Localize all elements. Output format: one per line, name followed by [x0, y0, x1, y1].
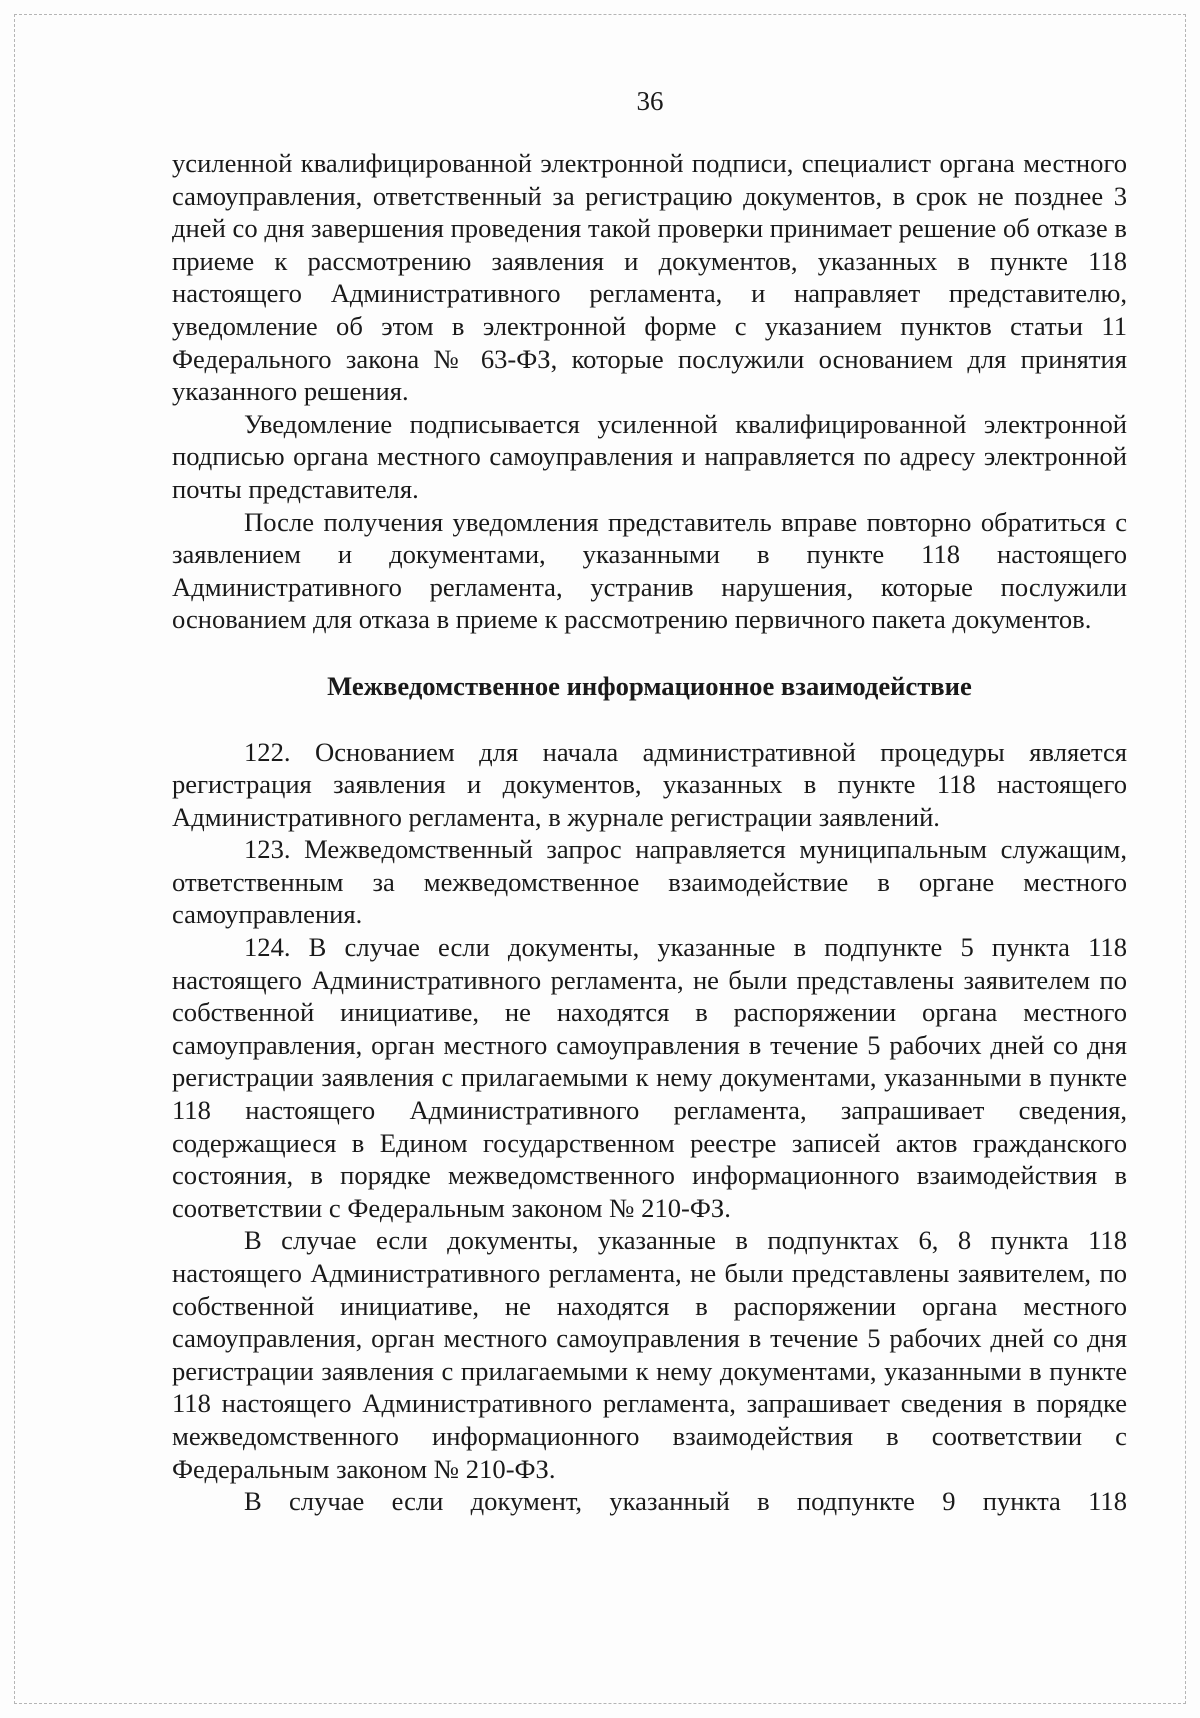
page-number: 36: [636, 86, 664, 116]
section-heading: Межведомственное информационное взаимодействие: [327, 670, 972, 701]
paragraph-signature-check: усиленной квалифицированной электронной подписи, специалист органа местного самоуправления, ответственный за регистрацию документов, в срок не позднее 3 дней со дня завершения проведения такой проверки принимает решение об отказе в приеме к рассмотрению заявления и документов, указанных в пункте 118 настоящего Административного регламента, и направляет представителю, уведомление об этом в электронной форме с указанием пунктов статьи 11 Федерального закона № 63-ФЗ, которые послужили основанием для принятия указанного решения.: [172, 148, 1127, 407]
paragraph-123: 123. Межведомственный запрос направляется муниципальным служащим, ответственным за межведомственное взаимодействие в органе местного самоуправления.: [172, 834, 1127, 930]
paragraph-122: 122. Основанием для начала административной процедуры является регистрация заявления и документов, указанных в пункте 118 настоящего Административного регламента, в журнале регистрации заявлений.: [172, 736, 1127, 832]
scan-border-top: [14, 14, 1186, 15]
paragraph-resubmission: После получения уведомления представитель вправе повторно обратиться с заявлением и документами, указанными в пункте 118 настоящего Административного регламента, устранив нарушения, которые послужили основанием для отказа в приеме к рассмотрению первичного пакета документов.: [172, 506, 1127, 635]
paragraph-124-second: В случае если документы, указанные в подпунктах 6, 8 пункта 118 настоящего Административного регламента, не были представлены заявителем, по собственной инициативе, не находятся в распоряжении органа местного самоуправления, орган местного самоуправления в течение 5 рабочих дней со дня регистрации заявления с прилагаемыми к нему документами, указанными в пункте 118 настоящего Административного регламента, запрашивает сведения в порядке межведомственного информационного взаимодействия в соответствии с Федеральным законом № 210-ФЗ.: [172, 1225, 1127, 1484]
paragraph-124-third: В случае если документ, указанный в подпункте 9 пункта 118: [244, 1486, 1127, 1517]
scan-border-bottom: [14, 1703, 1186, 1704]
scan-border-left: [14, 14, 15, 1704]
paragraph-124: 124. В случае если документы, указанные в подпункте 5 пункта 118 настоящего Административного регламента, не были представлены заявителем по собственной инициативе, не находятся в распоряжении органа местного самоуправления, орган местного самоуправления в течение 5 рабочих дней со дня регистрации заявления с прилагаемыми к нему документами, указанными в пункте 118 настоящего Административного регламента, запрашивает сведения, содержащиеся в Едином государственном реестре записей актов гражданского состояния, в порядке межведомственного информационного взаимодействия в соответствии с Федеральным законом № 210-ФЗ.: [172, 932, 1127, 1223]
document-body: [172, 147, 1127, 1518]
paragraph-notification: Уведомление подписывается усиленной квалифицированной электронной подписью органа местного самоуправления и направляется по адресу электронной почты представителя.: [172, 408, 1127, 504]
scan-border-right: [1185, 14, 1186, 1704]
